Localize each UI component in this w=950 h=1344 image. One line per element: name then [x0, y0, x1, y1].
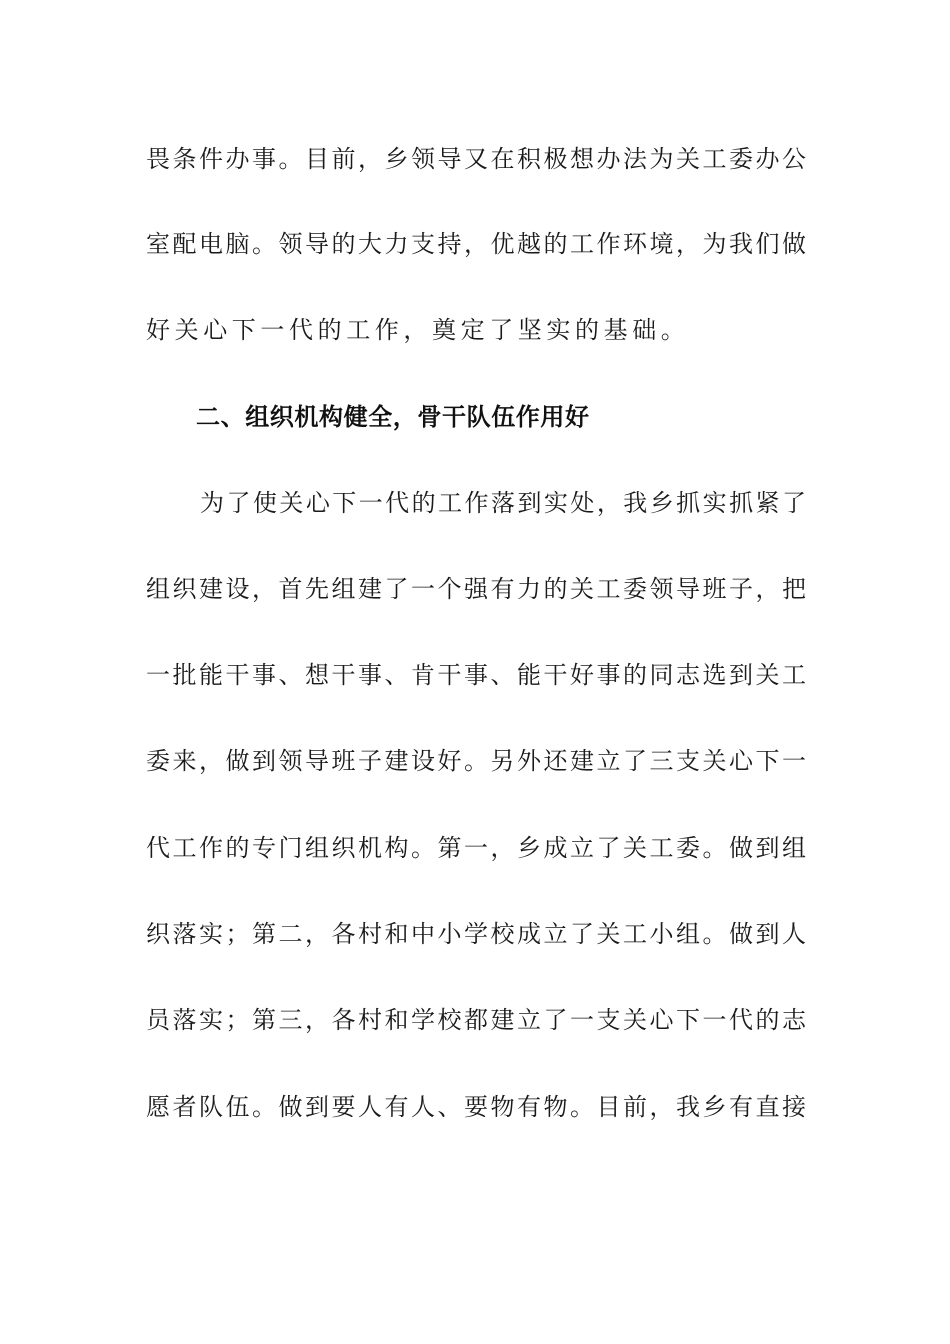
paragraph-2-line-5: 代工作的专门组织机构。第一，乡成立了关工委。做到组: [146, 834, 806, 862]
paragraph-2-line-2: 组织建设，首先组建了一个强有力的关工委领导班子，把: [146, 575, 806, 603]
paragraph-1-line-2: 室配电脑。领导的大力支持，优越的工作环境，为我们做: [146, 230, 806, 258]
paragraph-1-line-3: 好关心下一代的工作，奠定了坚实的基础。: [146, 316, 690, 344]
paragraph-2-line-7: 员落实；第三，各村和学校都建立了一支关心下一代的志: [146, 1006, 806, 1034]
paragraph-1-line-1: 畏条件办事。目前，乡领导又在积极想办法为关工委办公: [146, 145, 806, 173]
paragraph-2-line-4: 委来，做到领导班子建设好。另外还建立了三支关心下一: [146, 747, 806, 775]
paragraph-2-line-6: 织落实；第二，各村和中小学校成立了关工小组。做到人: [146, 920, 806, 948]
paragraph-2-line-8: 愿者队伍。做到要人有人、要物有物。目前，我乡有直接: [146, 1093, 806, 1121]
section-heading-2: 二、组织机构健全，骨干队伍作用好: [196, 403, 590, 431]
paragraph-2-line-1: 为了使关心下一代的工作落到实处，我乡抓实抓紧了: [200, 489, 806, 517]
paragraph-2-line-3: 一批能干事、想干事、肯干事、能干好事的同志选到关工: [146, 661, 806, 689]
